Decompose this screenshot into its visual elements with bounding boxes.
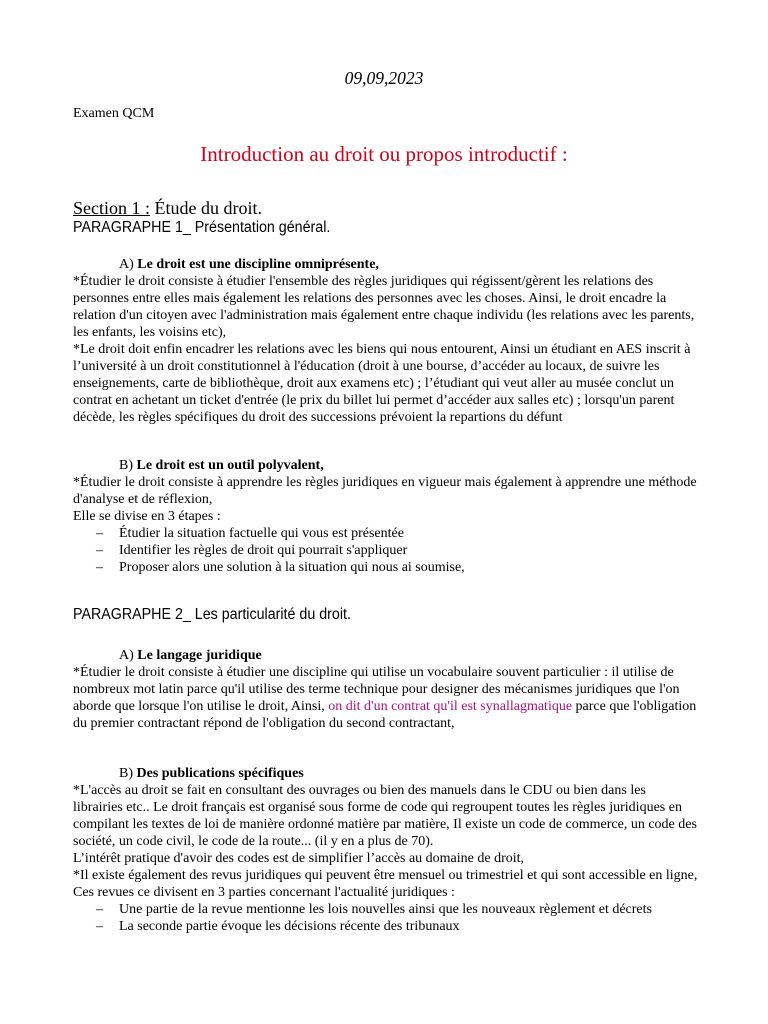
paragraph-2-a <box>73 647 698 732</box>
paragraph-text: *Le droit doit enfin encadrer les relations avec les biens qui nous entourent, Ainsi un étudiant en AES inscrit à l’université à un droit constitutionnel à l'éducation (droit à une bourse, d’accéder au locaux, de suivre les enseignements, carte de bibliothèque, droit aux examens etc) ; l’étudiant qui veut aller au musée conclut un contrat en achetant un ticket d'entrée (le prix du billet lui permet d’accéder aux salles etc) ; lorsqu'un parent décède, les règles spécifiques du droit des successions prévoient la repartions du défunt <box>73 342 691 425</box>
highlighted-text: on dit d'un contrat qu'il est synallagmatique <box>328 699 573 714</box>
paragraph-1-heading: PARAGRAPHE 1_ Présentation général. <box>73 219 331 236</box>
paragraph-2-b <box>73 765 698 935</box>
paragraph-text: *Étudier le droit consiste à étudier une discipline qui utilise un vocabulaire souvent particulier : il utilise de nombreux mot latin parce qu'il utilise des terme technique pour designer des mécanismes juridiques que l'on aborde que lorsque l'on utilise le droit, Ainsi, on dit d'un contrat qu'il est synallagmatique parce que l'obligation du premier contractant répond de l'obligation du second contractant, <box>73 665 697 731</box>
subheading-b <box>73 765 698 782</box>
main-title: Introduction au droit ou propos introductif : <box>200 142 568 166</box>
subheading-prefix: A) <box>119 257 138 272</box>
list-item: – La seconde partie évoque les décisions récente des tribunaux <box>73 918 698 935</box>
list-item: – Étudier la situation factuelle qui vous est présentée <box>73 525 698 542</box>
subheading-prefix: A) <box>119 648 138 663</box>
list-item: – Une partie de la revue mentionne les lois nouvelles ainsi que les nouveaux règlement et décrets <box>73 901 698 918</box>
subheading-prefix: B) <box>119 458 137 473</box>
subheading-b <box>73 457 698 474</box>
subheading-title: Le droit est une discipline omniprésente, <box>137 257 379 272</box>
subheading-title: Le droit est un outil polyvalent, <box>136 458 324 473</box>
section-label: Section 1 : <box>73 198 150 218</box>
paragraph-text: *Étudier le droit consiste à apprendre les règles juridiques en vigueur mais également à apprendre une méthode d'analyse et de réflexion, <box>73 475 697 507</box>
paragraph-text: *L'accès au droit se fait en consultant des ouvrages ou bien des manuels dans le CDU ou bien dans les librairies etc.. Le droit français est organisé sous forme de code qui regroupent toutes les règles juridiques en compilant les textes de loi de manière ordonné matière par matière, Il existe un code de commerce, un code des société, un code civil, le code de la route... (il y en a plus de 70). <box>73 783 697 849</box>
list-item: – Identifier les règles de droit qui pourrait s'appliquer <box>73 542 698 559</box>
subheading-a <box>73 647 698 664</box>
document-date: 09,09,2023 <box>344 68 424 88</box>
subheading-title: Le langage juridique <box>137 648 262 663</box>
subheading-prefix: B) <box>119 766 137 781</box>
subheading-title: Des publications spécifiques <box>136 766 304 781</box>
steps-intro: Elle se divise en 3 étapes : <box>73 509 221 524</box>
revue-parts-list <box>73 901 698 935</box>
paragraph-text: *Il existe également des revus juridiques qui peuvent être mensuel ou trimestriel et qui sont accessible en ligne, Ces revues ce divisent en 3 parties concernant l'actualité juridiques : <box>73 868 698 900</box>
steps-list <box>73 525 698 576</box>
section-title <box>73 198 262 219</box>
exam-label: Examen QCM <box>73 106 155 121</box>
list-item: – Proposer alors une solution à la situation qui nous ai soumise, <box>73 559 698 576</box>
paragraph-1-a <box>73 256 698 426</box>
paragraph-2-heading: PARAGRAPHE 2_ Les particularité du droit. <box>73 606 351 623</box>
section-name: Étude du droit. <box>150 198 262 218</box>
paragraph-text: *Étudier le droit consiste à étudier l'ensemble des règles juridiques qui régissent/gèrent les relations des personnes entre elles mais également les relations des personnes avec les choses. Ainsi, le droit encadre la relation d'un citoyen avec l'administration mais également entre chaque individu (les relations avec les parents, les enfants, les voisins etc), <box>73 274 695 340</box>
paragraph-1-b <box>73 457 698 576</box>
paragraph-text: L’intérêt pratique d'avoir des codes est de simplifier l’accès au domaine de droit, <box>73 851 525 866</box>
subheading-a <box>73 256 698 273</box>
